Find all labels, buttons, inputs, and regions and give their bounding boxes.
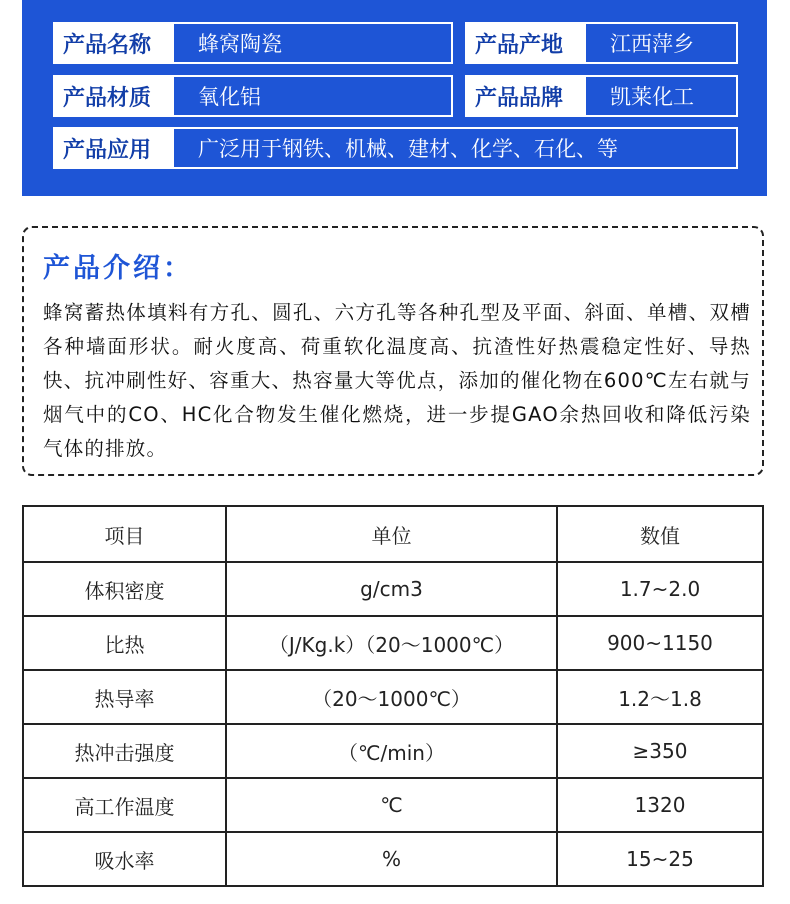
product-brand-label: 产品品牌 — [465, 75, 586, 117]
product-material-cell — [53, 75, 453, 117]
row-item: 吸水率 — [23, 832, 226, 886]
row-unit: ℃ — [226, 778, 557, 832]
product-brand-value: 凯莱化工 — [586, 75, 738, 117]
table-row — [23, 724, 763, 778]
row-unit: （J/Kg.k）（20～1000℃） — [226, 616, 557, 670]
header-unit: 单位 — [226, 506, 557, 562]
header-item: 项目 — [23, 506, 226, 562]
row-item: 比热 — [23, 616, 226, 670]
product-name-cell — [53, 22, 453, 64]
intro-text: 蜂窝蓄热体填料有方孔、圆孔、六方孔等各种孔型及平面、斜面、单槽、双槽各种墙面形状。耐火度高、荷重软化温度高、抗渣性好热震稳定性好、导热快、抗冲刷性好、容重大、热容量大等优点，添加的催化物在600℃左右就与烟气中的CO、HC化合物发生催化燃烧，进一步提GAO余热回收和降低污染气体的排放。 — [43, 301, 751, 460]
product-info-panel — [22, 0, 767, 196]
product-name-label: 产品名称 — [53, 22, 174, 64]
row-unit: g/cm3 — [226, 562, 557, 616]
table-row — [23, 832, 763, 886]
row-unit: % — [226, 832, 557, 886]
row-item: 热导率 — [23, 670, 226, 724]
intro-title: 产品介绍： — [43, 253, 193, 284]
table-row — [23, 616, 763, 670]
product-application-cell — [53, 127, 738, 169]
table-row — [23, 670, 763, 724]
row-value: 900~1150 — [557, 616, 763, 670]
row-value: 1320 — [557, 778, 763, 832]
product-brand-cell — [465, 75, 738, 117]
product-application-value: 广泛用于钢铁、机械、建材、化学、石化、等 — [174, 127, 738, 169]
row-value: 1.2～1.8 — [557, 670, 763, 724]
product-name-value: 蜂窝陶瓷 — [174, 22, 453, 64]
product-intro-box — [22, 226, 764, 476]
row-unit: （20～1000℃） — [226, 670, 557, 724]
row-value: 15~25 — [557, 832, 763, 886]
product-origin-value: 江西萍乡 — [586, 22, 738, 64]
table-row — [23, 778, 763, 832]
row-unit: （℃/min） — [226, 724, 557, 778]
product-material-label: 产品材质 — [53, 75, 174, 117]
table-header-row — [23, 506, 763, 562]
product-origin-cell — [465, 22, 738, 64]
spec-table — [22, 505, 764, 887]
product-origin-label: 产品产地 — [465, 22, 586, 64]
table-row — [23, 562, 763, 616]
row-item: 热冲击强度 — [23, 724, 226, 778]
product-application-label: 产品应用 — [53, 127, 174, 169]
header-value: 数值 — [557, 506, 763, 562]
row-item: 高工作温度 — [23, 778, 226, 832]
row-value: 1.7~2.0 — [557, 562, 763, 616]
product-material-value: 氧化铝 — [174, 75, 453, 117]
row-item: 体积密度 — [23, 562, 226, 616]
row-value: ≥350 — [557, 724, 763, 778]
